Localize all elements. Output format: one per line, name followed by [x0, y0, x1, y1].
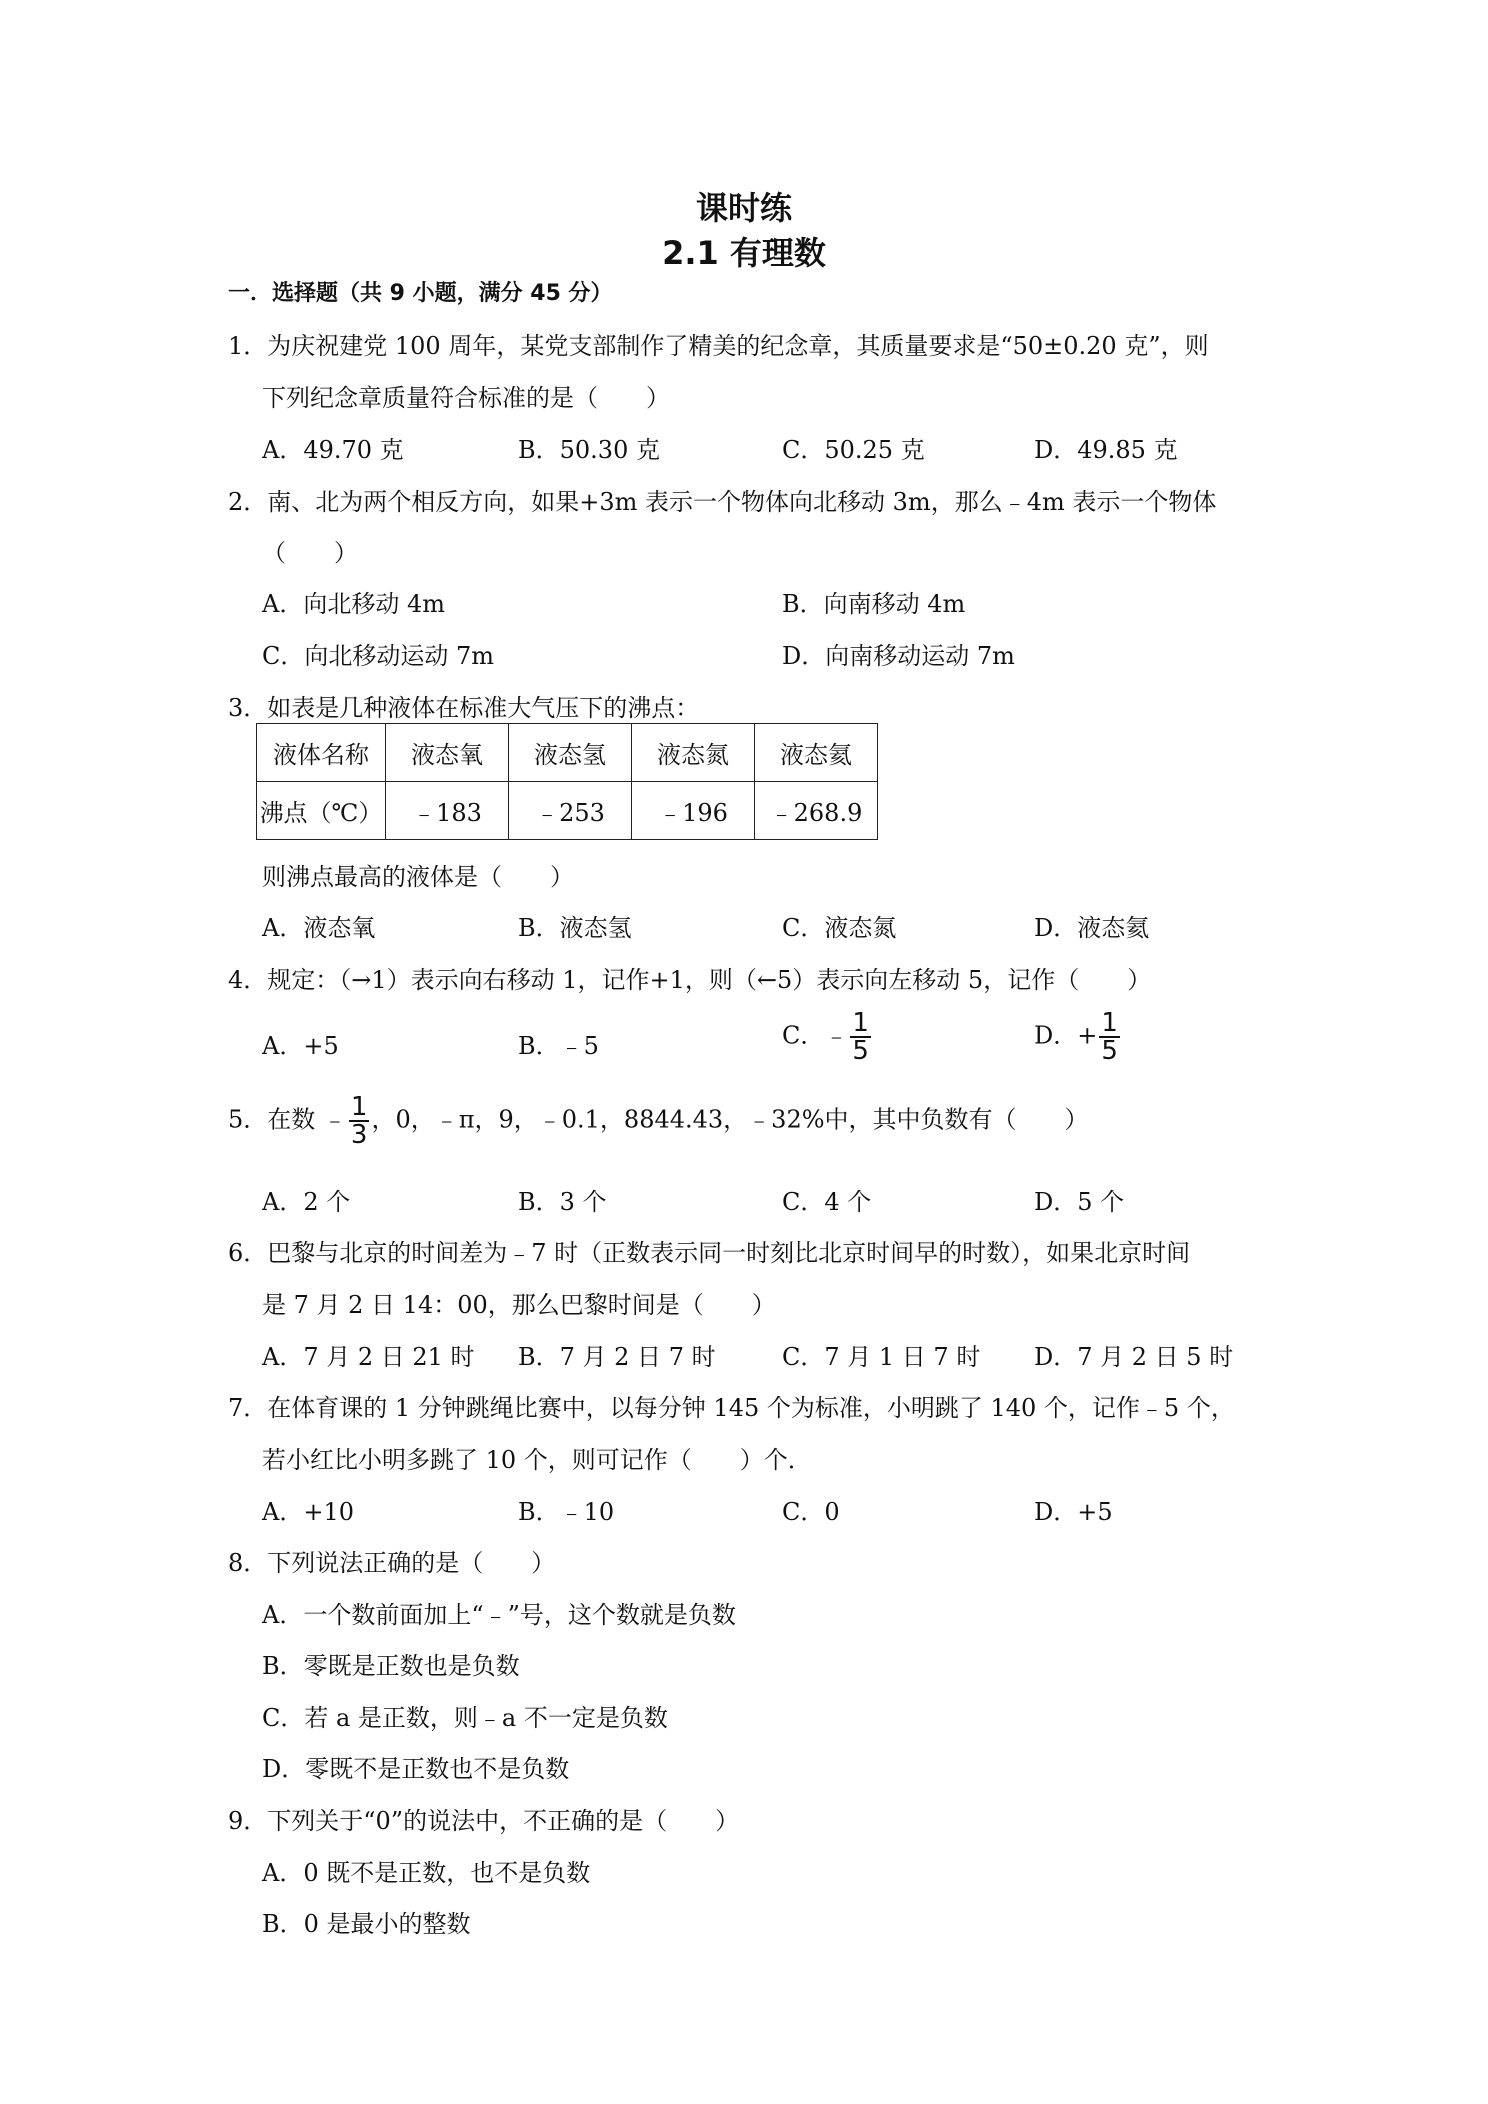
question-9-option-a[interactable]: A．0 既不是正数，也不是负数 — [262, 1859, 591, 1887]
question-6-option-b[interactable]: B．7 月 2 日 7 时 — [518, 1343, 716, 1371]
question-8-option-b[interactable]: B．零既是正数也是负数 — [262, 1652, 520, 1680]
question-3-option-d[interactable]: D．液态氦 — [1034, 914, 1150, 942]
question-6-option-a[interactable]: A．7 月 2 日 21 时 — [262, 1343, 475, 1371]
question-3-option-b[interactable]: B．液态氢 — [518, 914, 632, 942]
question-6-option-c[interactable]: C．7 月 1 日 7 时 — [782, 1343, 981, 1371]
fraction-numerator: 1 — [1101, 1008, 1118, 1038]
table-cell: 液态氧 — [386, 724, 509, 782]
question-1-option-a[interactable]: A．49.70 克 — [262, 436, 404, 464]
fraction-numerator: 1 — [852, 1008, 869, 1038]
fraction-denominator: 5 — [852, 1036, 869, 1066]
question-7-text-cont: 若小红比小明多跳了 10 个，则可记作（ ）个． — [262, 1446, 812, 1474]
question-5-text — [228, 1094, 1089, 1148]
table-cell: 沸点（℃） — [257, 782, 386, 840]
question-2-option-d[interactable]: D．向南移动运动 7m — [782, 642, 1015, 670]
table-row — [257, 724, 878, 782]
question-9-text: 9．下列关于“0”的说法中，不正确的是（ ） — [228, 1807, 740, 1835]
table-cell: 液态氦 — [755, 724, 878, 782]
question-8-option-a[interactable]: A．一个数前面加上“﹣”号，这个数就是负数 — [262, 1601, 736, 1629]
table-cell: ﹣183 — [386, 782, 509, 840]
question-7-option-a[interactable]: A．+10 — [262, 1498, 354, 1526]
fraction-numerator: 1 — [350, 1092, 368, 1122]
question-5-option-d[interactable]: D．5 个 — [1034, 1188, 1125, 1216]
question-4-text: 4．规定：（→1）表示向右移动 1，记作+1，则（←5）表示向左移动 5，记作（ ） — [228, 966, 1152, 994]
table-cell: ﹣268.9 — [755, 782, 878, 840]
question-5-option-b[interactable]: B．3 个 — [518, 1188, 607, 1216]
question-1-text-cont: 下列纪念章质量符合标准的是（ ） — [262, 384, 670, 412]
fraction — [1099, 1010, 1120, 1064]
question-9-option-b[interactable]: B．0 是最小的整数 — [262, 1910, 471, 1938]
question-8-text: 8．下列说法正确的是（ ） — [228, 1549, 556, 1577]
question-2-text: 2．南、北为两个相反方向，如果+3m 表示一个物体向北移动 3m，那么﹣4m 表示一个物体 — [228, 488, 1217, 516]
question-4-option-a[interactable]: A．+5 — [262, 1032, 339, 1060]
fraction-denominator: 5 — [1101, 1036, 1118, 1066]
question-3-option-a[interactable]: A．液态氧 — [262, 914, 376, 942]
option-label: C．﹣ — [782, 1021, 849, 1050]
question-6-text: 6．巴黎与北京的时间差为﹣7 时（正数表示同一时刻比北京时间早的时数），如果北京时间 — [228, 1239, 1191, 1267]
question-7-text: 7．在体育课的 1 分钟跳绳比赛中，以每分钟 145 个为标准，小明跳了 140 个，记作﹣5 个， — [228, 1394, 1235, 1422]
table-cell: 液体名称 — [257, 724, 386, 782]
question-5-option-a[interactable]: A．2 个 — [262, 1188, 351, 1216]
question-1-text: 1．为庆祝建党 100 周年，某党支部制作了精美的纪念章，其质量要求是“50±0.20 克”，则 — [228, 332, 1209, 360]
question-8-option-d[interactable]: D．零既不是正数也不是负数 — [262, 1755, 570, 1783]
question-2-option-b[interactable]: B．向南移动 4m — [782, 590, 966, 618]
question-2-option-a[interactable]: A．向北移动 4m — [262, 590, 445, 618]
table-cell: 液态氢 — [509, 724, 632, 782]
fraction — [850, 1010, 871, 1064]
option-label: D．+ — [1034, 1021, 1098, 1050]
question-7-option-b[interactable]: B．﹣10 — [518, 1498, 615, 1526]
question-3-text-cont: 则沸点最高的液体是（ ） — [262, 863, 574, 891]
question-4-option-c[interactable] — [782, 1010, 873, 1064]
question-8-option-c[interactable]: C．若 a 是正数，则﹣a 不一定是负数 — [262, 1704, 668, 1732]
question-1-option-b[interactable]: B．50.30 克 — [518, 436, 660, 464]
question-5-prefix: 5．在数 ﹣ — [228, 1105, 347, 1134]
question-4-option-b[interactable]: B．﹣5 — [518, 1032, 599, 1060]
question-2-option-c[interactable]: C．向北移动运动 7m — [262, 642, 495, 670]
section-heading: 一．选择题（共 9 小题，满分 45 分） — [228, 281, 613, 306]
table-cell: ﹣253 — [509, 782, 632, 840]
question-1-option-d[interactable]: D．49.85 克 — [1034, 436, 1178, 464]
question-7-option-c[interactable]: C．0 — [782, 1498, 840, 1526]
question-3-text: 3．如表是几种液体在标准大气压下的沸点： — [228, 694, 700, 722]
question-7-option-d[interactable]: D．+5 — [1034, 1498, 1113, 1526]
question-1-option-c[interactable]: C．50.25 克 — [782, 436, 925, 464]
table-row — [257, 782, 878, 840]
question-6-text-cont: 是 7 月 2 日 14：00，那么巴黎时间是（ ） — [262, 1291, 776, 1319]
table-cell: ﹣196 — [632, 782, 755, 840]
table-cell: 液态氮 — [632, 724, 755, 782]
question-5-suffix: ，0，﹣π，9，﹣0.1，8844.43，﹣32%中，其中负数有（ ） — [371, 1105, 1089, 1134]
question-2-text-cont: （ ） — [262, 539, 358, 567]
page-title: 课时练 — [695, 189, 792, 227]
question-4-option-d[interactable] — [1034, 1010, 1122, 1064]
page-subtitle: 2.1 有理数 — [662, 234, 826, 272]
fraction-denominator: 3 — [350, 1120, 368, 1150]
question-6-option-d[interactable]: D．7 月 2 日 5 时 — [1034, 1343, 1234, 1371]
boiling-point-table — [256, 723, 878, 840]
question-3-option-c[interactable]: C．液态氮 — [782, 914, 897, 942]
fraction — [349, 1094, 370, 1148]
question-5-option-c[interactable]: C．4 个 — [782, 1188, 872, 1216]
